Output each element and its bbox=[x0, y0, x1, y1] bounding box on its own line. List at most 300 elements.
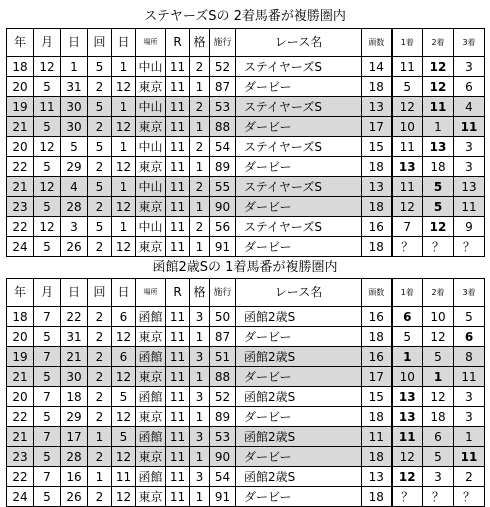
cell-day: 4 bbox=[61, 177, 88, 197]
header-second: 2着 bbox=[423, 29, 454, 57]
table-row bbox=[7, 387, 485, 407]
cell-venue: 東京 bbox=[136, 407, 166, 427]
cell-nichi: 12 bbox=[112, 117, 136, 137]
header-month: 月 bbox=[34, 279, 61, 307]
cell-year: 21 bbox=[7, 177, 34, 197]
table-2-title: 函館2歳Sの 1着馬番が複勝圏内 bbox=[152, 260, 338, 275]
cell-runners: 18 bbox=[362, 407, 392, 427]
cell-month: 12 bbox=[34, 217, 61, 237]
cell-kai: 2 bbox=[88, 387, 112, 407]
cell-grade: 2 bbox=[190, 137, 210, 157]
cell-runners: 13 bbox=[362, 97, 392, 117]
cell-kai: 2 bbox=[88, 487, 112, 507]
cell-race-name: ステイヤーズS bbox=[236, 97, 362, 117]
cell-venue: 函館 bbox=[136, 467, 166, 487]
header-race-name: レース名 bbox=[236, 279, 362, 307]
cell-kai: 5 bbox=[88, 177, 112, 197]
cell-race-no: 11 bbox=[166, 347, 190, 367]
data-table-1 bbox=[6, 28, 485, 257]
cell-first: 5 bbox=[392, 77, 423, 97]
cell-month: 12 bbox=[34, 57, 61, 77]
cell-grade: 3 bbox=[190, 427, 210, 447]
cell-year: 18 bbox=[7, 307, 34, 327]
cell-grade: 1 bbox=[190, 117, 210, 137]
table-row bbox=[7, 407, 485, 427]
cell-year: 21 bbox=[7, 367, 34, 387]
cell-year: 21 bbox=[7, 427, 34, 447]
header-race-no: R bbox=[166, 279, 190, 307]
cell-second: 1 bbox=[423, 367, 454, 387]
cell-second: 1 bbox=[423, 117, 454, 137]
cell-third: 13 bbox=[454, 177, 485, 197]
cell-grade: 3 bbox=[190, 387, 210, 407]
cell-first: 5 bbox=[392, 327, 423, 347]
cell-runners: 18 bbox=[362, 327, 392, 347]
cell-nichi: 12 bbox=[112, 487, 136, 507]
cell-edition: 50 bbox=[210, 307, 236, 327]
cell-day: 29 bbox=[61, 157, 88, 177]
header-year: 年 bbox=[7, 279, 34, 307]
table-row bbox=[7, 467, 485, 487]
cell-race-name: ステイヤーズS bbox=[236, 137, 362, 157]
cell-month: 12 bbox=[34, 177, 61, 197]
cell-venue: 東京 bbox=[136, 237, 166, 257]
cell-third: 1 bbox=[454, 427, 485, 447]
cell-third: 4 bbox=[454, 97, 485, 117]
cell-third: ？ bbox=[454, 237, 485, 257]
cell-day: 26 bbox=[61, 487, 88, 507]
cell-runners: 13 bbox=[362, 177, 392, 197]
cell-second: ？ bbox=[423, 487, 454, 507]
cell-day: 21 bbox=[61, 347, 88, 367]
cell-month: 5 bbox=[34, 487, 61, 507]
cell-nichi: 12 bbox=[112, 327, 136, 347]
cell-grade: 1 bbox=[190, 447, 210, 467]
cell-kai: 2 bbox=[88, 197, 112, 217]
cell-race-no: 11 bbox=[166, 97, 190, 117]
cell-second: 6 bbox=[423, 427, 454, 447]
cell-nichi: 12 bbox=[112, 197, 136, 217]
cell-day: 31 bbox=[61, 327, 88, 347]
cell-edition: 53 bbox=[210, 97, 236, 117]
cell-kai: 2 bbox=[88, 447, 112, 467]
cell-second: 5 bbox=[423, 197, 454, 217]
cell-first: 6 bbox=[392, 307, 423, 327]
cell-edition: 55 bbox=[210, 177, 236, 197]
table-row bbox=[7, 307, 485, 327]
header-row bbox=[7, 279, 485, 307]
cell-race-no: 11 bbox=[166, 427, 190, 447]
cell-kai: 1 bbox=[88, 427, 112, 447]
header-runners: 頭数 bbox=[362, 279, 392, 307]
table-row bbox=[7, 447, 485, 467]
cell-edition: 54 bbox=[210, 137, 236, 157]
table-row bbox=[7, 347, 485, 367]
cell-runners: 16 bbox=[362, 217, 392, 237]
cell-edition: 91 bbox=[210, 487, 236, 507]
cell-nichi: 12 bbox=[112, 237, 136, 257]
cell-venue: 中山 bbox=[136, 177, 166, 197]
header-venue: 場所 bbox=[136, 29, 166, 57]
cell-race-no: 11 bbox=[166, 487, 190, 507]
cell-day: 22 bbox=[61, 307, 88, 327]
header-third: 3着 bbox=[454, 279, 485, 307]
cell-edition: 89 bbox=[210, 407, 236, 427]
cell-month: 5 bbox=[34, 117, 61, 137]
cell-month: 12 bbox=[34, 137, 61, 157]
cell-third: 3 bbox=[454, 57, 485, 77]
cell-kai: 5 bbox=[88, 137, 112, 157]
cell-runners: 18 bbox=[362, 77, 392, 97]
cell-race-no: 11 bbox=[166, 387, 190, 407]
cell-second: 12 bbox=[423, 387, 454, 407]
header-edition: 施行 bbox=[210, 279, 236, 307]
header-venue: 場所 bbox=[136, 279, 166, 307]
cell-venue: 東京 bbox=[136, 447, 166, 467]
cell-nichi: 5 bbox=[112, 427, 136, 447]
cell-race-name: ダービー bbox=[236, 197, 362, 217]
cell-third: 11 bbox=[454, 447, 485, 467]
cell-race-no: 11 bbox=[166, 217, 190, 237]
cell-venue: 東京 bbox=[136, 77, 166, 97]
table-row bbox=[7, 77, 485, 97]
cell-runners: 16 bbox=[362, 347, 392, 367]
header-runners: 頭数 bbox=[362, 29, 392, 57]
header-third: 3着 bbox=[454, 29, 485, 57]
cell-second: 13 bbox=[423, 137, 454, 157]
cell-year: 22 bbox=[7, 157, 34, 177]
cell-third: 6 bbox=[454, 77, 485, 97]
cell-year: 20 bbox=[7, 137, 34, 157]
header-month: 月 bbox=[34, 29, 61, 57]
data-table-2 bbox=[6, 278, 485, 507]
cell-runners: 18 bbox=[362, 487, 392, 507]
cell-edition: 88 bbox=[210, 117, 236, 137]
cell-grade: 1 bbox=[190, 407, 210, 427]
cell-edition: 51 bbox=[210, 347, 236, 367]
cell-race-name: 函館2歳S bbox=[236, 467, 362, 487]
table-row bbox=[7, 137, 485, 157]
cell-runners: 13 bbox=[362, 467, 392, 487]
cell-runners: 16 bbox=[362, 307, 392, 327]
cell-year: 22 bbox=[7, 407, 34, 427]
cell-venue: 中山 bbox=[136, 137, 166, 157]
cell-second: 11 bbox=[423, 97, 454, 117]
table-row bbox=[7, 97, 485, 117]
header-year: 年 bbox=[7, 29, 34, 57]
cell-third: 3 bbox=[454, 407, 485, 427]
cell-venue: 東京 bbox=[136, 487, 166, 507]
cell-year: 20 bbox=[7, 327, 34, 347]
cell-venue: 東京 bbox=[136, 157, 166, 177]
header-row bbox=[7, 29, 485, 57]
cell-edition: 54 bbox=[210, 467, 236, 487]
cell-day: 28 bbox=[61, 447, 88, 467]
cell-venue: 中山 bbox=[136, 57, 166, 77]
cell-venue: 東京 bbox=[136, 197, 166, 217]
cell-kai: 2 bbox=[88, 347, 112, 367]
cell-day: 17 bbox=[61, 427, 88, 447]
cell-second: 3 bbox=[423, 467, 454, 487]
cell-grade: 1 bbox=[190, 197, 210, 217]
cell-race-no: 11 bbox=[166, 447, 190, 467]
header-nichi: 日 bbox=[112, 29, 136, 57]
cell-race-no: 11 bbox=[166, 77, 190, 97]
header-grade: 格 bbox=[190, 279, 210, 307]
table-row bbox=[7, 57, 485, 77]
header-race-no: R bbox=[166, 29, 190, 57]
cell-second: 12 bbox=[423, 57, 454, 77]
cell-third: 3 bbox=[454, 387, 485, 407]
cell-second: 18 bbox=[423, 407, 454, 427]
header-nichi: 日 bbox=[112, 279, 136, 307]
table-row bbox=[7, 197, 485, 217]
cell-first: 10 bbox=[392, 367, 423, 387]
cell-edition: 89 bbox=[210, 157, 236, 177]
cell-edition: 53 bbox=[210, 427, 236, 447]
cell-first: ？ bbox=[392, 237, 423, 257]
cell-second: 5 bbox=[423, 347, 454, 367]
cell-runners: 15 bbox=[362, 137, 392, 157]
header-grade: 格 bbox=[190, 29, 210, 57]
cell-venue: 中山 bbox=[136, 217, 166, 237]
cell-grade: 3 bbox=[190, 347, 210, 367]
cell-day: 1 bbox=[61, 57, 88, 77]
cell-grade: 1 bbox=[190, 237, 210, 257]
cell-edition: 87 bbox=[210, 327, 236, 347]
cell-edition: 91 bbox=[210, 237, 236, 257]
cell-first: 11 bbox=[392, 427, 423, 447]
cell-race-no: 11 bbox=[166, 117, 190, 137]
cell-second: 12 bbox=[423, 217, 454, 237]
header-first: 1着 bbox=[392, 29, 423, 57]
cell-year: 21 bbox=[7, 117, 34, 137]
cell-year: 24 bbox=[7, 487, 34, 507]
cell-grade: 1 bbox=[190, 157, 210, 177]
cell-first: 11 bbox=[392, 57, 423, 77]
cell-month: 5 bbox=[34, 77, 61, 97]
cell-first: 12 bbox=[392, 97, 423, 117]
cell-race-name: 函館2歳S bbox=[236, 427, 362, 447]
cell-month: 5 bbox=[34, 237, 61, 257]
cell-first: 11 bbox=[392, 137, 423, 157]
cell-second: 12 bbox=[423, 77, 454, 97]
table-row bbox=[7, 487, 485, 507]
header-race-name: レース名 bbox=[236, 29, 362, 57]
cell-kai: 5 bbox=[88, 217, 112, 237]
cell-third: 3 bbox=[454, 157, 485, 177]
header-day: 日 bbox=[61, 279, 88, 307]
cell-runners: 18 bbox=[362, 237, 392, 257]
cell-month: 5 bbox=[34, 327, 61, 347]
cell-first: 13 bbox=[392, 157, 423, 177]
cell-nichi: 6 bbox=[112, 347, 136, 367]
cell-nichi: 12 bbox=[112, 77, 136, 97]
cell-runners: 17 bbox=[362, 117, 392, 137]
cell-grade: 2 bbox=[190, 177, 210, 197]
cell-third: 9 bbox=[454, 217, 485, 237]
cell-grade: 1 bbox=[190, 327, 210, 347]
header-kai: 回 bbox=[88, 29, 112, 57]
cell-second: 5 bbox=[423, 447, 454, 467]
cell-race-no: 11 bbox=[166, 307, 190, 327]
cell-venue: 東京 bbox=[136, 327, 166, 347]
cell-day: 30 bbox=[61, 117, 88, 137]
cell-kai: 5 bbox=[88, 57, 112, 77]
cell-year: 22 bbox=[7, 467, 34, 487]
cell-nichi: 1 bbox=[112, 137, 136, 157]
cell-third: 8 bbox=[454, 347, 485, 367]
cell-runners: 18 bbox=[362, 157, 392, 177]
cell-third: 11 bbox=[454, 367, 485, 387]
cell-venue: 東京 bbox=[136, 117, 166, 137]
cell-first: 13 bbox=[392, 407, 423, 427]
cell-nichi: 12 bbox=[112, 157, 136, 177]
cell-nichi: 5 bbox=[112, 387, 136, 407]
cell-kai: 2 bbox=[88, 367, 112, 387]
cell-month: 7 bbox=[34, 307, 61, 327]
cell-day: 29 bbox=[61, 407, 88, 427]
cell-first: 1 bbox=[392, 347, 423, 367]
cell-race-name: ダービー bbox=[236, 237, 362, 257]
cell-nichi: 12 bbox=[112, 367, 136, 387]
cell-kai: 1 bbox=[88, 467, 112, 487]
cell-edition: 56 bbox=[210, 217, 236, 237]
cell-venue: 東京 bbox=[136, 367, 166, 387]
cell-grade: 3 bbox=[190, 467, 210, 487]
cell-venue: 函館 bbox=[136, 307, 166, 327]
table-row bbox=[7, 237, 485, 257]
header-first: 1着 bbox=[392, 279, 423, 307]
cell-edition: 87 bbox=[210, 77, 236, 97]
cell-third: 2 bbox=[454, 467, 485, 487]
cell-third: 6 bbox=[454, 327, 485, 347]
cell-venue: 函館 bbox=[136, 427, 166, 447]
cell-second: 10 bbox=[423, 307, 454, 327]
cell-month: 7 bbox=[34, 427, 61, 447]
cell-race-name: 函館2歳S bbox=[236, 307, 362, 327]
cell-third: ？ bbox=[454, 487, 485, 507]
cell-grade: 1 bbox=[190, 367, 210, 387]
cell-year: 23 bbox=[7, 447, 34, 467]
table-row bbox=[7, 327, 485, 347]
cell-year: 19 bbox=[7, 97, 34, 117]
cell-edition: 90 bbox=[210, 197, 236, 217]
cell-nichi: 12 bbox=[112, 407, 136, 427]
cell-day: 26 bbox=[61, 237, 88, 257]
cell-year: 22 bbox=[7, 217, 34, 237]
cell-nichi: 12 bbox=[112, 447, 136, 467]
cell-runners: 17 bbox=[362, 367, 392, 387]
cell-first: 13 bbox=[392, 387, 423, 407]
cell-second: 18 bbox=[423, 157, 454, 177]
cell-nichi: 1 bbox=[112, 97, 136, 117]
cell-kai: 2 bbox=[88, 77, 112, 97]
cell-race-name: ダービー bbox=[236, 447, 362, 467]
cell-third: 5 bbox=[454, 307, 485, 327]
cell-kai: 2 bbox=[88, 237, 112, 257]
header-day: 日 bbox=[61, 29, 88, 57]
table-row bbox=[7, 427, 485, 447]
cell-month: 11 bbox=[34, 97, 61, 117]
cell-race-name: 函館2歳S bbox=[236, 347, 362, 367]
cell-nichi: 11 bbox=[112, 467, 136, 487]
cell-runners: 14 bbox=[362, 57, 392, 77]
cell-second: ？ bbox=[423, 237, 454, 257]
cell-edition: 90 bbox=[210, 447, 236, 467]
cell-day: 31 bbox=[61, 77, 88, 97]
cell-runners: 18 bbox=[362, 197, 392, 217]
header-second: 2着 bbox=[423, 279, 454, 307]
cell-grade: 2 bbox=[190, 217, 210, 237]
cell-race-no: 11 bbox=[166, 197, 190, 217]
cell-first: 11 bbox=[392, 177, 423, 197]
cell-race-no: 11 bbox=[166, 177, 190, 197]
cell-month: 7 bbox=[34, 387, 61, 407]
cell-race-no: 11 bbox=[166, 407, 190, 427]
cell-grade: 2 bbox=[190, 97, 210, 117]
cell-month: 7 bbox=[34, 467, 61, 487]
table-row bbox=[7, 217, 485, 237]
cell-grade: 1 bbox=[190, 487, 210, 507]
cell-race-name: ステイヤーズS bbox=[236, 57, 362, 77]
cell-edition: 52 bbox=[210, 387, 236, 407]
cell-year: 20 bbox=[7, 77, 34, 97]
cell-race-no: 11 bbox=[166, 467, 190, 487]
cell-day: 30 bbox=[61, 367, 88, 387]
cell-kai: 2 bbox=[88, 117, 112, 137]
cell-kai: 2 bbox=[88, 327, 112, 347]
table-row bbox=[7, 157, 485, 177]
cell-second: 5 bbox=[423, 177, 454, 197]
cell-race-no: 11 bbox=[166, 327, 190, 347]
cell-race-name: ステイヤーズS bbox=[236, 217, 362, 237]
cell-day: 3 bbox=[61, 217, 88, 237]
cell-runners: 11 bbox=[362, 427, 392, 447]
cell-first: 12 bbox=[392, 447, 423, 467]
table-row bbox=[7, 177, 485, 197]
cell-month: 5 bbox=[34, 197, 61, 217]
cell-nichi: 1 bbox=[112, 217, 136, 237]
cell-first: ？ bbox=[392, 487, 423, 507]
cell-race-name: ダービー bbox=[236, 367, 362, 387]
cell-kai: 2 bbox=[88, 407, 112, 427]
cell-race-name: ダービー bbox=[236, 77, 362, 97]
cell-month: 5 bbox=[34, 367, 61, 387]
cell-grade: 1 bbox=[190, 77, 210, 97]
cell-year: 19 bbox=[7, 347, 34, 367]
cell-month: 5 bbox=[34, 407, 61, 427]
cell-race-no: 11 bbox=[166, 157, 190, 177]
cell-month: 5 bbox=[34, 157, 61, 177]
cell-first: 12 bbox=[392, 467, 423, 487]
cell-year: 18 bbox=[7, 57, 34, 77]
cell-grade: 2 bbox=[190, 57, 210, 77]
cell-day: 28 bbox=[61, 197, 88, 217]
header-edition: 施行 bbox=[210, 29, 236, 57]
cell-race-no: 11 bbox=[166, 237, 190, 257]
cell-edition: 88 bbox=[210, 367, 236, 387]
cell-third: 11 bbox=[454, 117, 485, 137]
cell-race-name: ダービー bbox=[236, 117, 362, 137]
cell-race-name: ダービー bbox=[236, 157, 362, 177]
cell-nichi: 1 bbox=[112, 57, 136, 77]
cell-year: 20 bbox=[7, 387, 34, 407]
cell-first: 10 bbox=[392, 117, 423, 137]
cell-grade: 3 bbox=[190, 307, 210, 327]
cell-venue: 函館 bbox=[136, 347, 166, 367]
cell-race-name: ダービー bbox=[236, 327, 362, 347]
